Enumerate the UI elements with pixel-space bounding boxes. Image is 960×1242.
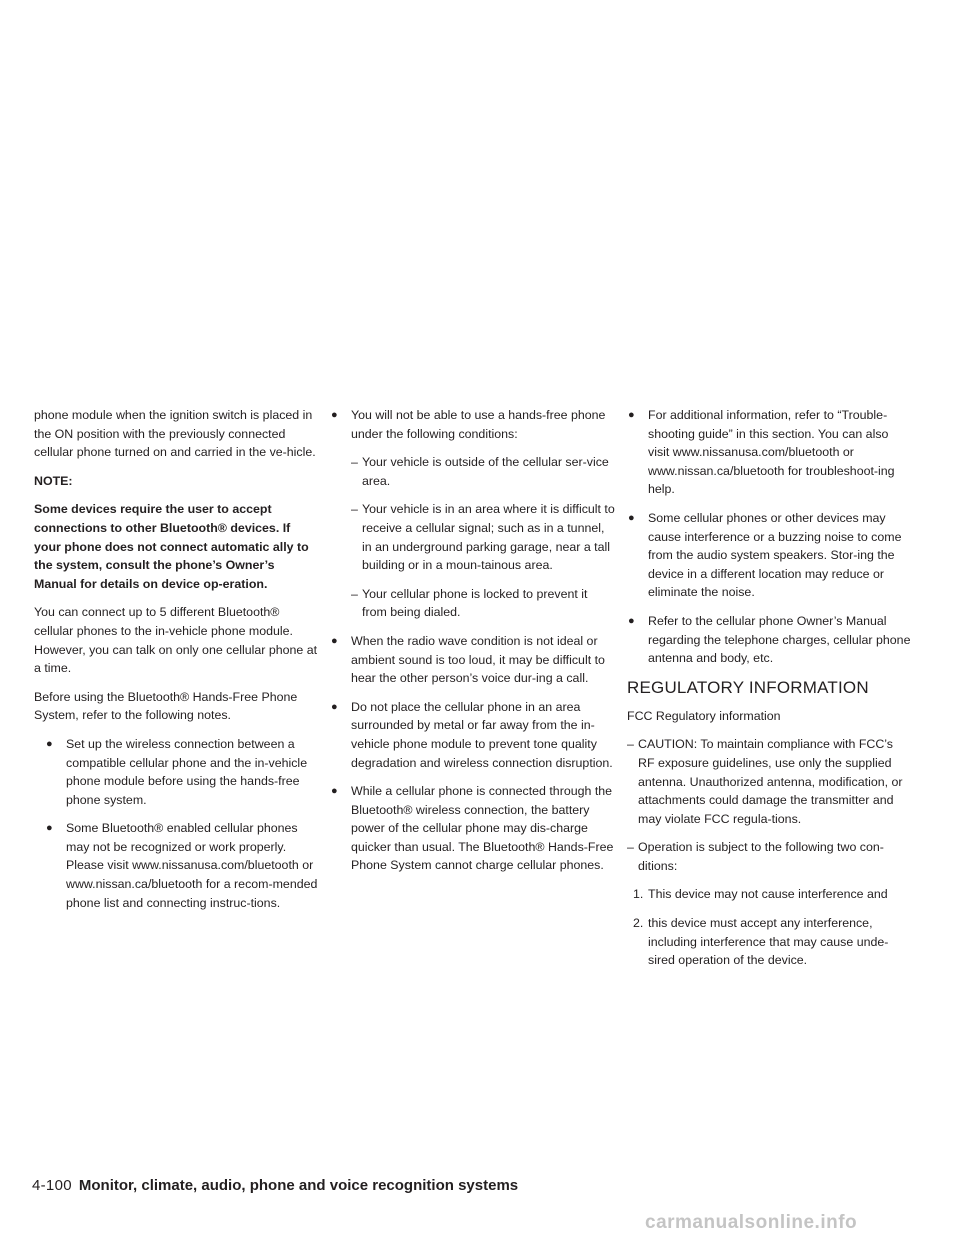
list-item: ● Some cellular phones or other devices may cause interference or a buzzing noise to come from the audio system speakers. Stor-ing the device in a different location may reduce or eliminate the noise.: [628, 510, 902, 600]
section-title: REGULATORY INFORMATION: [627, 677, 869, 697]
dash-item: – CAUTION: To maintain compliance with FCC’s RF exposure guidelines, use only the supplied antenna. Unauthorized antenna, modification, or attachments could damage the transmitter and may violate FCC regula-tions.: [627, 737, 903, 826]
dash-icon: –: [351, 502, 358, 517]
dash-icon: –: [351, 586, 358, 601]
chapter-title: Monitor, climate, audio, phone and voice recognition systems: [78, 1177, 519, 1194]
list-item: ● Some Bluetooth® enabled cellular phones may not be recognized or work properly. Please visit www.nissanusa.com/bluetooth or www.nissan.ca/bluetooth for a recom-mended phone list and connecting instruc-tions.: [46, 821, 318, 910]
column-middle: [330, 406, 615, 885]
column-right: [627, 406, 912, 980]
dash-item: – Your cellular phone is locked to prevent it from being dialed.: [351, 586, 588, 620]
dash-icon: –: [627, 737, 634, 752]
bullet-icon: ●: [331, 700, 338, 713]
list-item: ● While a cellular phone is connected through the Bluetooth® wireless connection, the battery power of the cellular phone may dis-charge quicker than usual. The Bluetooth® Hands-Free Phone System cannot charge cellular phones.: [331, 784, 614, 873]
bullet-list: [34, 735, 319, 912]
note-text: Some devices require the user to accept connections to other Bluetooth® devices. If your phone does not connect automatic ally to the system, consult the phone’s Owner’s Manual for details on device op-eration.: [34, 502, 309, 591]
paragraph: You can connect up to 5 different Bluetooth® cellular phones to the in-vehicle phone module. However, you can talk on only one cellular phone at a time.: [34, 605, 318, 676]
numbered-item: 1. This device may not cause interference and: [627, 885, 912, 904]
list-item: ● Refer to the cellular phone Owner’s Manual regarding the telephone charges, cellular phone antenna and body, etc.: [628, 613, 911, 666]
numbered-item: 2. this device must accept any interference, including interference that may cause unde-sired operation of the device.: [633, 916, 889, 968]
bullet-icon: ●: [331, 785, 338, 798]
item-number: 1.: [633, 887, 644, 902]
list-item: ● When the radio wave condition is not ideal or ambient sound is too loud, it may be difficult to hear the other person’s voice dur-ing a call.: [331, 633, 605, 686]
dash-item: – Your vehicle is in an area where it is difficult to receive a cellular signal; such as in a tunnel, in an underground parking garage, near a tall building or in a moun-tainous area.: [351, 502, 615, 573]
bullet-icon: ●: [331, 409, 338, 421]
item-number: 2.: [633, 916, 644, 931]
bullet-icon: ●: [331, 634, 338, 647]
bullet-icon: ●: [46, 737, 53, 750]
watermark: carmanualsonline.info: [645, 1212, 858, 1233]
bullet-icon: ●: [628, 409, 635, 421]
bullet-icon: ●: [46, 822, 53, 835]
paragraph: Before using the Bluetooth® Hands-Free Phone System, refer to the following notes.: [34, 689, 298, 723]
page-number: 4-100: [32, 1177, 72, 1194]
list-item: ● Set up the wireless connection between a compatible cellular phone and the in-vehicle phone module before using the hands-free phone system.: [46, 736, 308, 807]
paragraph: phone module when the ignition switch is placed in the ON position with the previously connected cellular phone turned on and carried in the ve-hicle.: [34, 408, 316, 460]
subheading: FCC Regulatory information: [627, 708, 781, 723]
dash-icon: –: [351, 455, 358, 470]
note-label: NOTE:: [34, 473, 73, 488]
list-item: ● Do not place the cellular phone in an area surrounded by metal or far away from the in-vehicle phone module to prevent tone quality degradation and wireless connection disruption.: [331, 699, 613, 770]
page-footer: [32, 1177, 518, 1194]
list-item: ● You will not be able to use a hands-free phone under the following conditions:: [331, 408, 606, 441]
dash-icon: –: [627, 840, 634, 855]
list-item: ● For additional information, refer to “Trouble-shooting guide” in this section. You can also visit www.nissanusa.com/bluetooth or www.nissan.ca/bluetooth for troubleshoot-ing help.: [628, 408, 895, 497]
dash-item: – Your vehicle is outside of the cellular ser-vice area.: [351, 455, 609, 488]
bullet-icon: ●: [628, 614, 635, 627]
column-left: [34, 406, 319, 922]
bullet-icon: ●: [628, 511, 635, 524]
dash-item: – Operation is subject to the following two con-ditions:: [627, 840, 884, 873]
